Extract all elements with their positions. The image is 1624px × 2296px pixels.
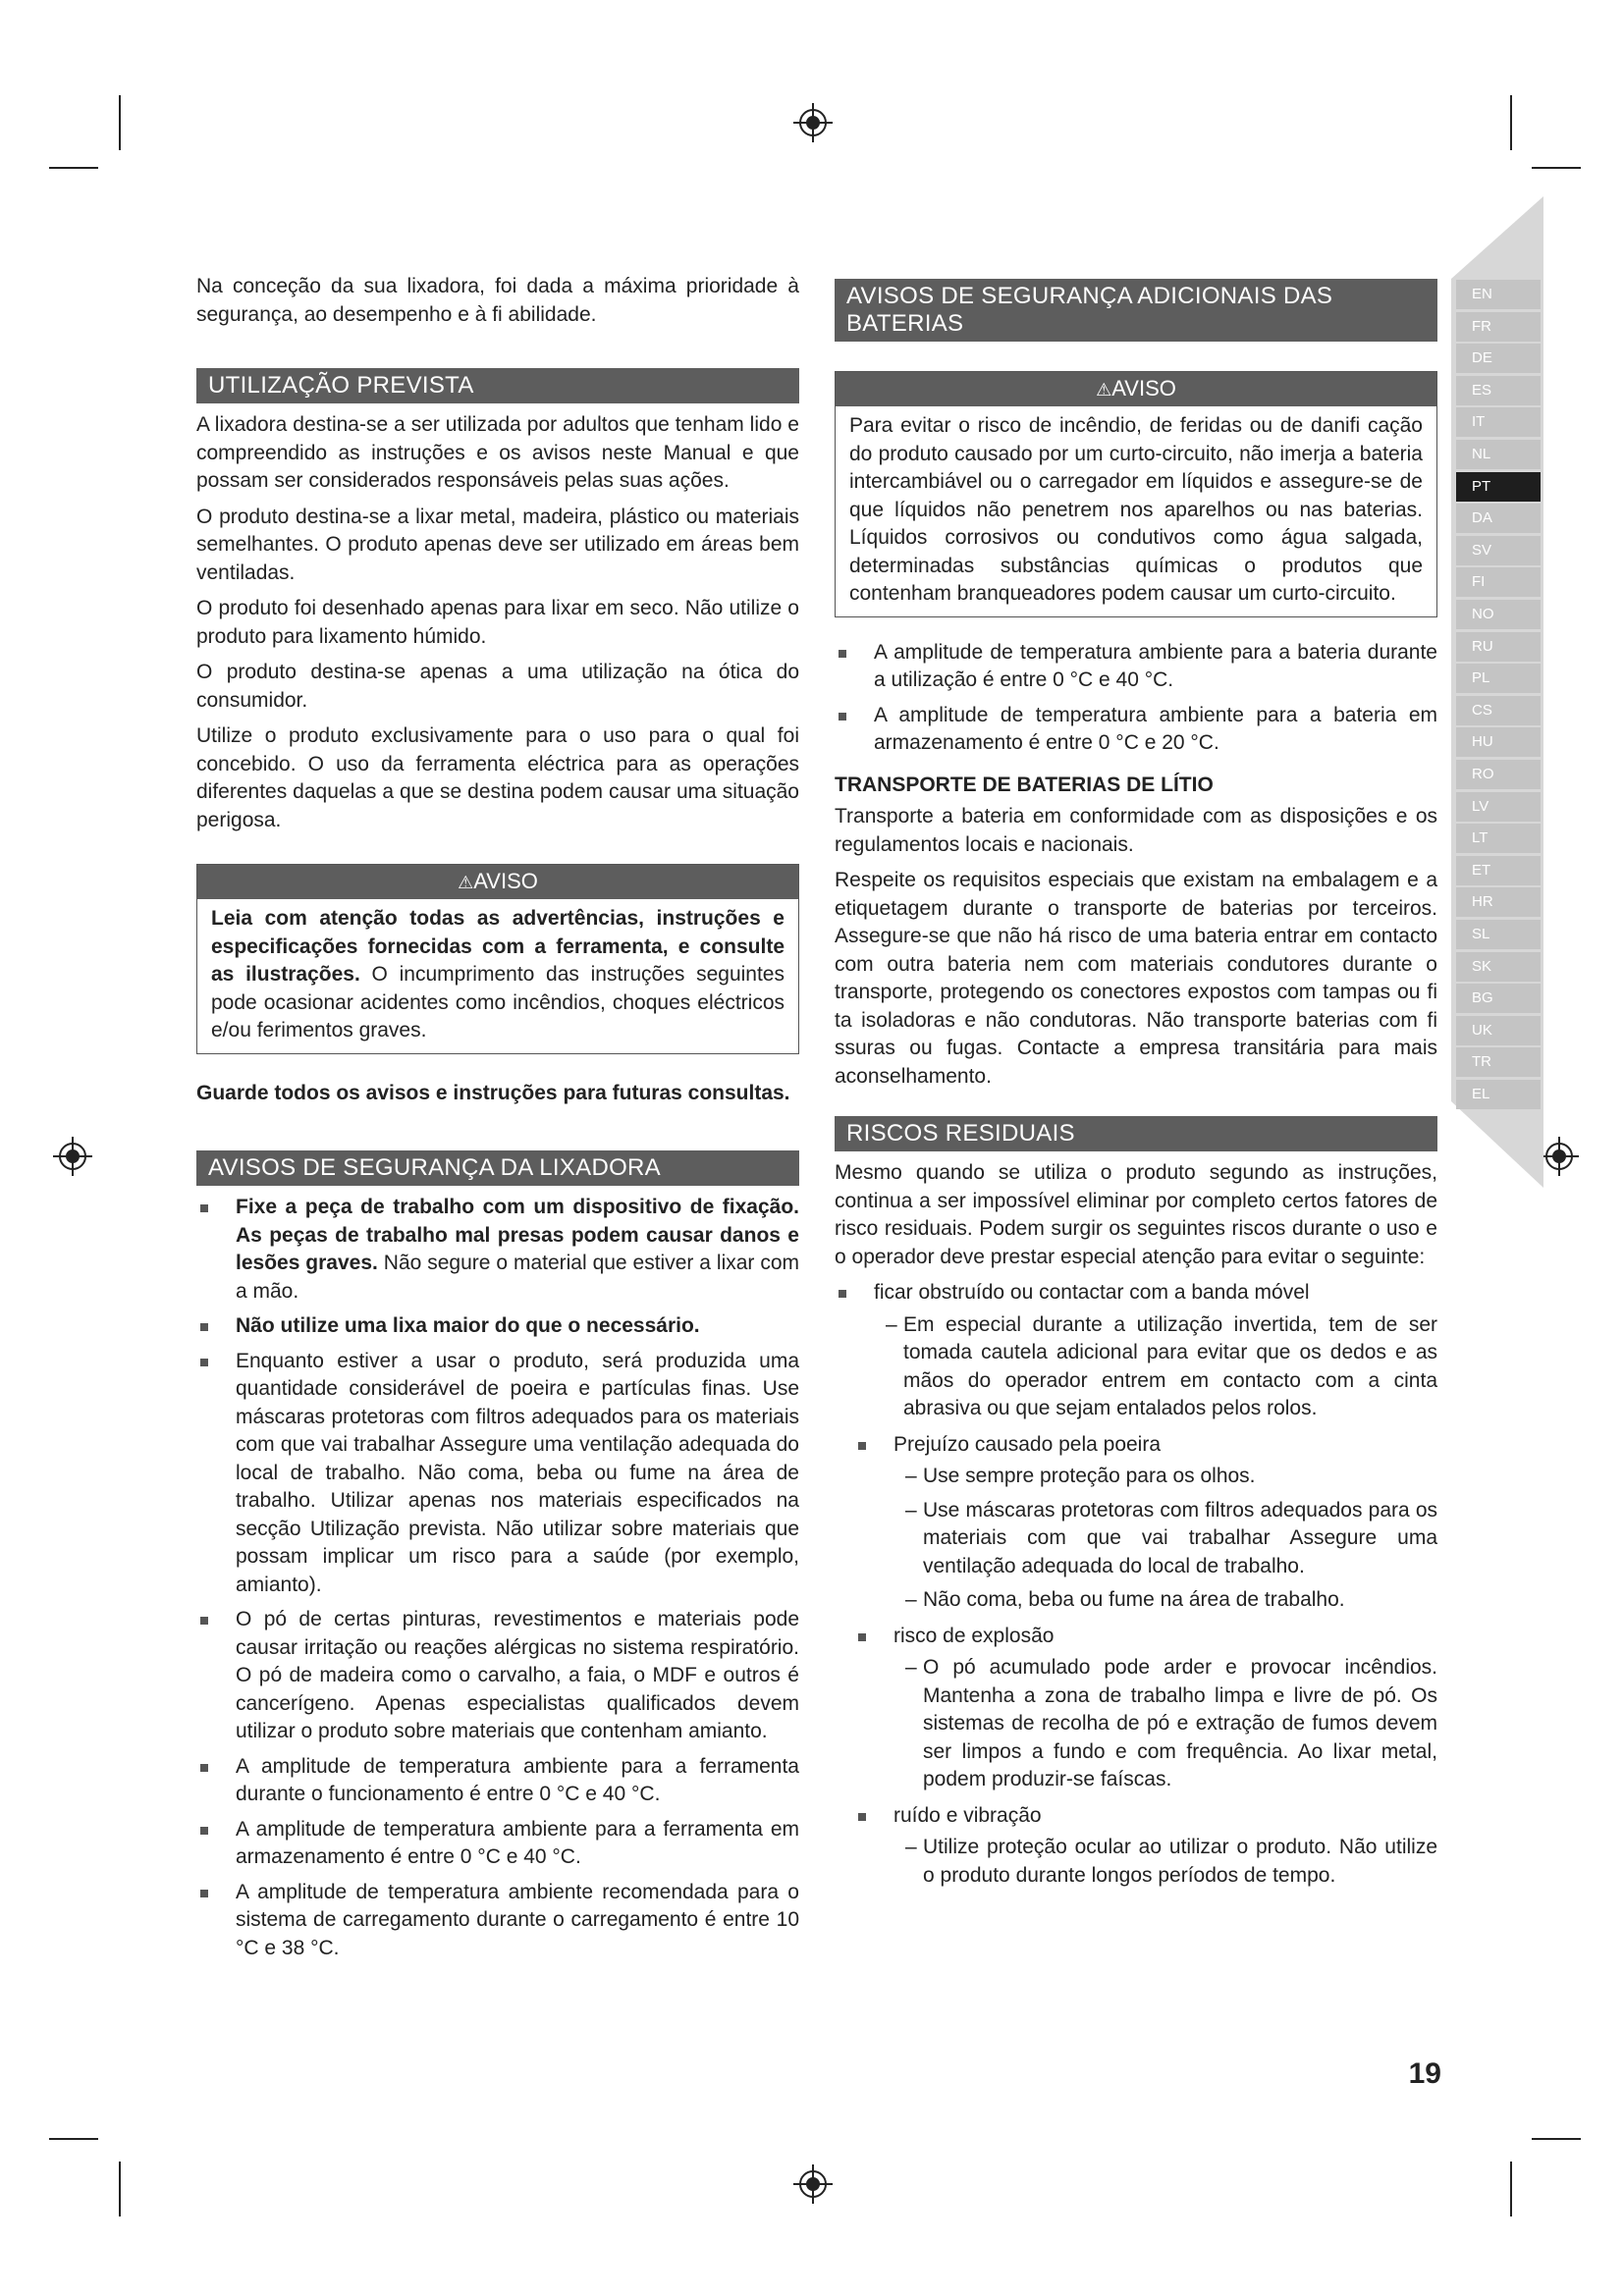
warning-text: O incumprimento das instruções seguintes pode ocasionar acidentes como incêndios, choques eléctricos e/ou ferimentos graves.	[211, 963, 785, 1041]
riscos-list	[835, 1279, 1437, 1890]
lixadora-list	[196, 1194, 799, 1962]
language-tab-sk[interactable]: SK	[1456, 952, 1541, 982]
language-tab-uk[interactable]: UK	[1456, 1016, 1541, 1045]
crop-mark	[1532, 2138, 1581, 2140]
list-item: O pó de certas pinturas, revestimentos e materiais pode causar irritação ou reações alérgicas no sistema respiratório. O pó de madeira como o carvalho, a faia, o MDF e outros é cancerígeno. Apenas especialistas qualificados devem utilizar o produto sobre materiais que contenham amianto.	[196, 1606, 799, 1746]
language-tab-nl[interactable]: NL	[1456, 440, 1541, 469]
language-tab-et[interactable]: ET	[1456, 856, 1541, 885]
language-tab-el[interactable]: EL	[1456, 1080, 1541, 1109]
crop-mark	[1510, 95, 1512, 150]
section-header-lixadora: AVISOS DE SEGURANÇA DA LIXADORA	[196, 1150, 799, 1186]
section-header-riscos: RISCOS RESIDUAIS	[835, 1116, 1437, 1151]
left-column	[196, 273, 799, 1969]
crop-mark	[49, 2138, 98, 2140]
paragraph: Transporte a bateria em conformidade com as disposições e os regulamentos locais e nacionais.	[835, 805, 1437, 856]
registration-mark-icon	[53, 1137, 92, 1176]
paragraph: Respeite os requisitos especiais que existam na embalagem e a etiquetagem durante o transporte de baterias por terceiros. Assegure-se que não há risco de uma bateria entrar em contacto com outra bateria nem com materiais condutores durante o transporte, protegendo os conectores expostos com tampas ou fi ta isoladoras e não condutoras. Não transporte baterias com fi ssuras ou fugas. Contacte a empresa transitária para mais aconselhamento.	[835, 869, 1437, 1088]
warning-icon: ⚠	[458, 873, 474, 892]
language-tab-ru[interactable]: RU	[1456, 632, 1541, 662]
right-column	[835, 279, 1437, 1897]
warning-title: AVISO	[473, 869, 538, 893]
warning-icon: ⚠	[1096, 380, 1112, 400]
crop-mark	[1532, 167, 1581, 169]
language-tab-es[interactable]: ES	[1456, 376, 1541, 405]
sub-item: – Não coma, beba ou fume na área de trabalho.	[905, 1588, 1345, 1611]
list-item: A amplitude de temperatura ambiente para a ferramenta durante o funcionamento é entre 0 °C e 40 °C.	[196, 1753, 799, 1809]
list-item: ruído e vibração – Utilize proteção ocular ao utilizar o produto. Não utilize o produto durante longos períodos de tempo.	[854, 1802, 1437, 1891]
list-item: Fixe a peça de trabalho com um dispositivo de fixação. As peças de trabalho mal presas podem causar danos e lesões graves. Não segure o material que estiver a lixar com a mão.	[196, 1194, 799, 1306]
sub-item: – Use sempre proteção para os olhos.	[905, 1465, 1256, 1487]
warning-header	[197, 865, 798, 899]
list-item: A amplitude de temperatura ambiente para a bateria em armazenamento é entre 0 °C e 20 °C.	[835, 702, 1437, 758]
registration-mark-icon	[793, 103, 833, 142]
crop-mark	[49, 167, 98, 169]
baterias-list	[835, 639, 1437, 758]
list-item: A amplitude de temperatura ambiente recomendada para o sistema de carregamento durante o carregamento é entre 10 °C e 38 °C.	[196, 1879, 799, 1963]
language-tab-tr[interactable]: TR	[1456, 1047, 1541, 1077]
language-tab-fi[interactable]: FI	[1456, 567, 1541, 597]
language-tab-it[interactable]: IT	[1456, 407, 1541, 437]
language-tab-pt[interactable]: PT	[1456, 472, 1541, 502]
warning-header	[836, 372, 1436, 406]
list-item: ficar obstruído ou contactar com a banda móvel – Em especial durante a utilização invertida, tem de ser tomada cautela adicional para evitar que os dedos e as mãos do operador entrem em contacto com a cinta abrasiva ou que sejam entalados pelos rolos.	[835, 1279, 1437, 1423]
paragraph: O produto foi desenhado apenas para lixar em seco. Não utilize o produto para lixamento húmido.	[196, 597, 799, 648]
crop-mark	[119, 95, 121, 150]
list-item: A amplitude de temperatura ambiente para a ferramenta em armazenamento é entre 0 °C e 40 °C.	[196, 1816, 799, 1872]
warning-box	[835, 371, 1437, 617]
language-tab-en[interactable]: EN	[1456, 280, 1541, 309]
warning-title: AVISO	[1111, 376, 1176, 400]
paragraph: Utilize o produto exclusivamente para o uso para o qual foi concebido. O uso da ferramenta eléctrica para as operações diferentes daquelas a que se destina podem causar uma situação perigosa.	[196, 724, 799, 831]
list-item: A amplitude de temperatura ambiente para a bateria durante a utilização é entre 0 °C e 40 °C.	[835, 639, 1437, 695]
page-number: 19	[1408, 2057, 1441, 2090]
keep-instructions: Guarde todos os avisos e instruções para futuras consultas.	[196, 1081, 790, 1104]
language-tab-pl[interactable]: PL	[1456, 664, 1541, 693]
sub-list	[893, 1654, 1437, 1794]
language-tab-no[interactable]: NO	[1456, 600, 1541, 629]
language-tab-fr[interactable]: FR	[1456, 312, 1541, 342]
crop-mark	[1510, 2162, 1512, 2216]
paragraph: A lixadora destina-se a ser utilizada por adultos que tenham lido e compreendido as instruções e os avisos neste Manual e que possam ser considerados responsáveis pelas suas ações.	[196, 413, 799, 492]
language-tab-sv[interactable]: SV	[1456, 536, 1541, 565]
crop-mark	[119, 2162, 121, 2216]
sub-item: – Em especial durante a utilização invertida, tem de ser tomada cautela adicional para evitar que os dedos e as mãos do operador entrem em contacto com a cinta abrasiva ou que sejam entalados pelos rolos.	[886, 1312, 1437, 1419]
intro-text: Na conceção da sua lixadora, foi dada a máxima prioridade à segurança, ao desempenho e à fi abilidade.	[196, 275, 799, 326]
registration-mark-icon	[793, 2164, 833, 2204]
paragraph: Mesmo quando se utiliza o produto segundo as instruções, continua a ser impossível eliminar por completo certos fatores de risco residuais. Podem surgir os seguintes riscos durante o uso e o operador deve prestar especial atenção para evitar o seguinte:	[835, 1161, 1437, 1268]
warning-box	[196, 864, 799, 1054]
list-item: Prejuízo causado pela poeira – Use sempre proteção para os olhos. – Use máscaras protetoras com filtros adequados para os materiais com que vai trabalhar Assegure uma ventilação adequada do local de trabalho. – Não coma, beba ou fume na área de trabalho.	[854, 1431, 1437, 1615]
sub-item: – O pó acumulado pode arder e provocar incêndios. Mantenha a zona de trabalho limpa e livre de pó. Os sistemas de recolha de pó e extração de fumos devem ser limpos a fundo e com frequência. Ao lixar metal, podem produzir-se faíscas.	[905, 1656, 1437, 1790]
subheading-transporte: TRANSPORTE DE BATERIAS DE LÍTIO	[835, 773, 1214, 796]
list-item: Não utilize uma lixa maior do que o necessário.	[196, 1312, 799, 1341]
warning-body: Para evitar o risco de incêndio, de feridas ou de danifi cação do produto causado por um curto-circuito, não imerja a bateria intercambiável ou o carregador em líquidos e assegure-se de que líquidos não penetrem nos aparelhos ou nas baterias. Líquidos corrosivos ou condutivos como água salgada, determinadas substâncias químicas o produtos que contenham branqueadores podem causar um curto-circuito.	[849, 414, 1423, 605]
paragraph: O produto destina-se apenas a uma utilização na ótica do consumidor.	[196, 661, 799, 712]
language-tab-de[interactable]: DE	[1456, 344, 1541, 373]
sub-list	[874, 1311, 1437, 1423]
warning-bold-text: Leia com atenção todas as advertências, instruções e especificações fornecidas com a ferramenta, e consulte as ilustrações.	[211, 907, 785, 986]
paragraph: O produto destina-se a lixar metal, madeira, plástico ou materiais semelhantes. O produto apenas deve ser utilizado em áreas bem ventiladas.	[196, 505, 799, 584]
section-header-utilizacao: UTILIZAÇÃO PREVISTA	[196, 368, 799, 403]
section-header-baterias: AVISOS DE SEGURANÇA ADICIONAIS DAS BATERIAS	[835, 279, 1437, 342]
language-tab-ro[interactable]: RO	[1456, 760, 1541, 789]
list-item: Enquanto estiver a usar o produto, será produzida uma quantidade considerável de poeira e partículas finas. Use máscaras protetoras com filtros adequados para os materiais com que vai trabalhar Assegure uma ventilação adequada do local de trabalho. Não coma, beba ou fume na área de trabalho. Utilizar apenas nos materiais especificados na secção Utilização prevista. Não utilizar sobre materiais que possam implicar um risco para a saúde (por exemplo, amianto).	[196, 1348, 799, 1600]
language-tab-hr[interactable]: HR	[1456, 887, 1541, 917]
language-tab-lv[interactable]: LV	[1456, 792, 1541, 822]
language-tab-hu[interactable]: HU	[1456, 727, 1541, 757]
warning-body	[197, 899, 798, 1053]
sub-item: – Use máscaras protetoras com filtros adequados para os materiais com que vai trabalhar Assegure uma ventilação adequada do local de trabalho.	[905, 1498, 1437, 1577]
list-item: risco de explosão – O pó acumulado pode arder e provocar incêndios. Mantenha a zona de trabalho limpa e livre de pó. Os sistemas de recolha de pó e extração de fumos devem ser limpos a fundo e com frequência. Ao lixar metal, podem produzir-se faíscas.	[854, 1623, 1437, 1794]
language-tab-bg[interactable]: BG	[1456, 984, 1541, 1013]
language-tab-da[interactable]: DA	[1456, 504, 1541, 533]
language-tab-lt[interactable]: LT	[1456, 824, 1541, 853]
sub-list	[893, 1463, 1437, 1615]
language-tab-sl[interactable]: SL	[1456, 920, 1541, 949]
language-tab-cs[interactable]: CS	[1456, 696, 1541, 725]
sub-list	[893, 1834, 1437, 1890]
sub-item: – Utilize proteção ocular ao utilizar o produto. Não utilize o produto durante longos períodos de tempo.	[905, 1836, 1437, 1887]
